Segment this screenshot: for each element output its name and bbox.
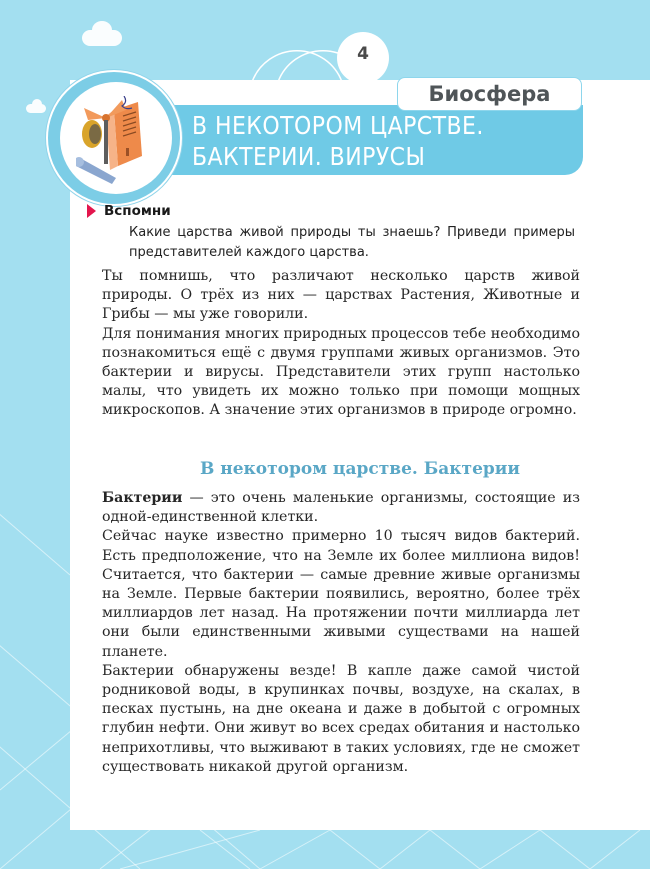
paragraph: Ты помнишь, что различают несколько царств живой природы. О трёх из них — царствах Растения, Животные и Грибы — мы уже говорили. <box>102 268 580 323</box>
section-text <box>102 489 580 777</box>
remember-label: Вспомни <box>104 203 171 219</box>
chapter-title-line: БАКТЕРИИ. ВИРУСЫ <box>192 142 426 171</box>
section-heading: В некотором царстве. Бактерии <box>199 459 521 479</box>
subject-tag <box>397 77 582 111</box>
definition-paragraph <box>102 489 580 527</box>
definition-term: Бактерии <box>102 490 183 506</box>
paragraph: Сейчас науке известно примерно 10 тысяч видов бактерий. Есть предположение, что на Земле их более миллиона видов! Считается, что бактерии — самые древние живые организмы на Земле. Первые бактерии появились, вероятно, более трёх миллиардов лет назад. На протяжении почти миллиарда лет они были единственными живыми существами на нашей планете. <box>102 528 580 660</box>
cloud-decoration <box>82 30 122 46</box>
chapter-title-line: В НЕКОТОРОМ ЦАРСТВЕ. <box>192 111 484 140</box>
page-number: 4 <box>357 44 369 64</box>
play-arrow-icon <box>87 204 96 218</box>
paragraph: Бактерии обнаружены везде! В капле даже самой чистой родниковой воды, в крупинках почвы, воздухе, на скалах, в песках пустынь, на дне океана и даже в добытой с огромных глубин нефти. Они живут во всех средах обитания и настолько неприхотливы, что выживают в таких условиях, где не сможет существовать никакой другой организм. <box>102 662 580 775</box>
subject-tag-label: Биосфера <box>428 82 551 106</box>
biosphere-illustration-icon <box>76 96 156 186</box>
page-number-badge <box>337 32 389 84</box>
definition-text: — это очень маленькие организмы, состоящие из одной-единственной клетки. <box>102 490 580 526</box>
remember-header <box>87 203 587 219</box>
remember-question: Какие царства живой природы ты знаешь? Приведи примеры представителей каждого царства. <box>129 225 575 260</box>
paragraph: Для понимания многих природных процессов тебе необходимо познакомиться ещё с двумя группами живых организмов. Это бактерии и вирусы. Представители этих групп настолько малы, что увидеть их можно только при помощи мощных микроскопов. А значение этих организмов в природе огромно. <box>102 325 580 419</box>
intro-text <box>102 267 580 421</box>
remember-box <box>87 203 587 263</box>
chapter-title <box>192 110 484 172</box>
cloud-decoration <box>26 104 46 113</box>
